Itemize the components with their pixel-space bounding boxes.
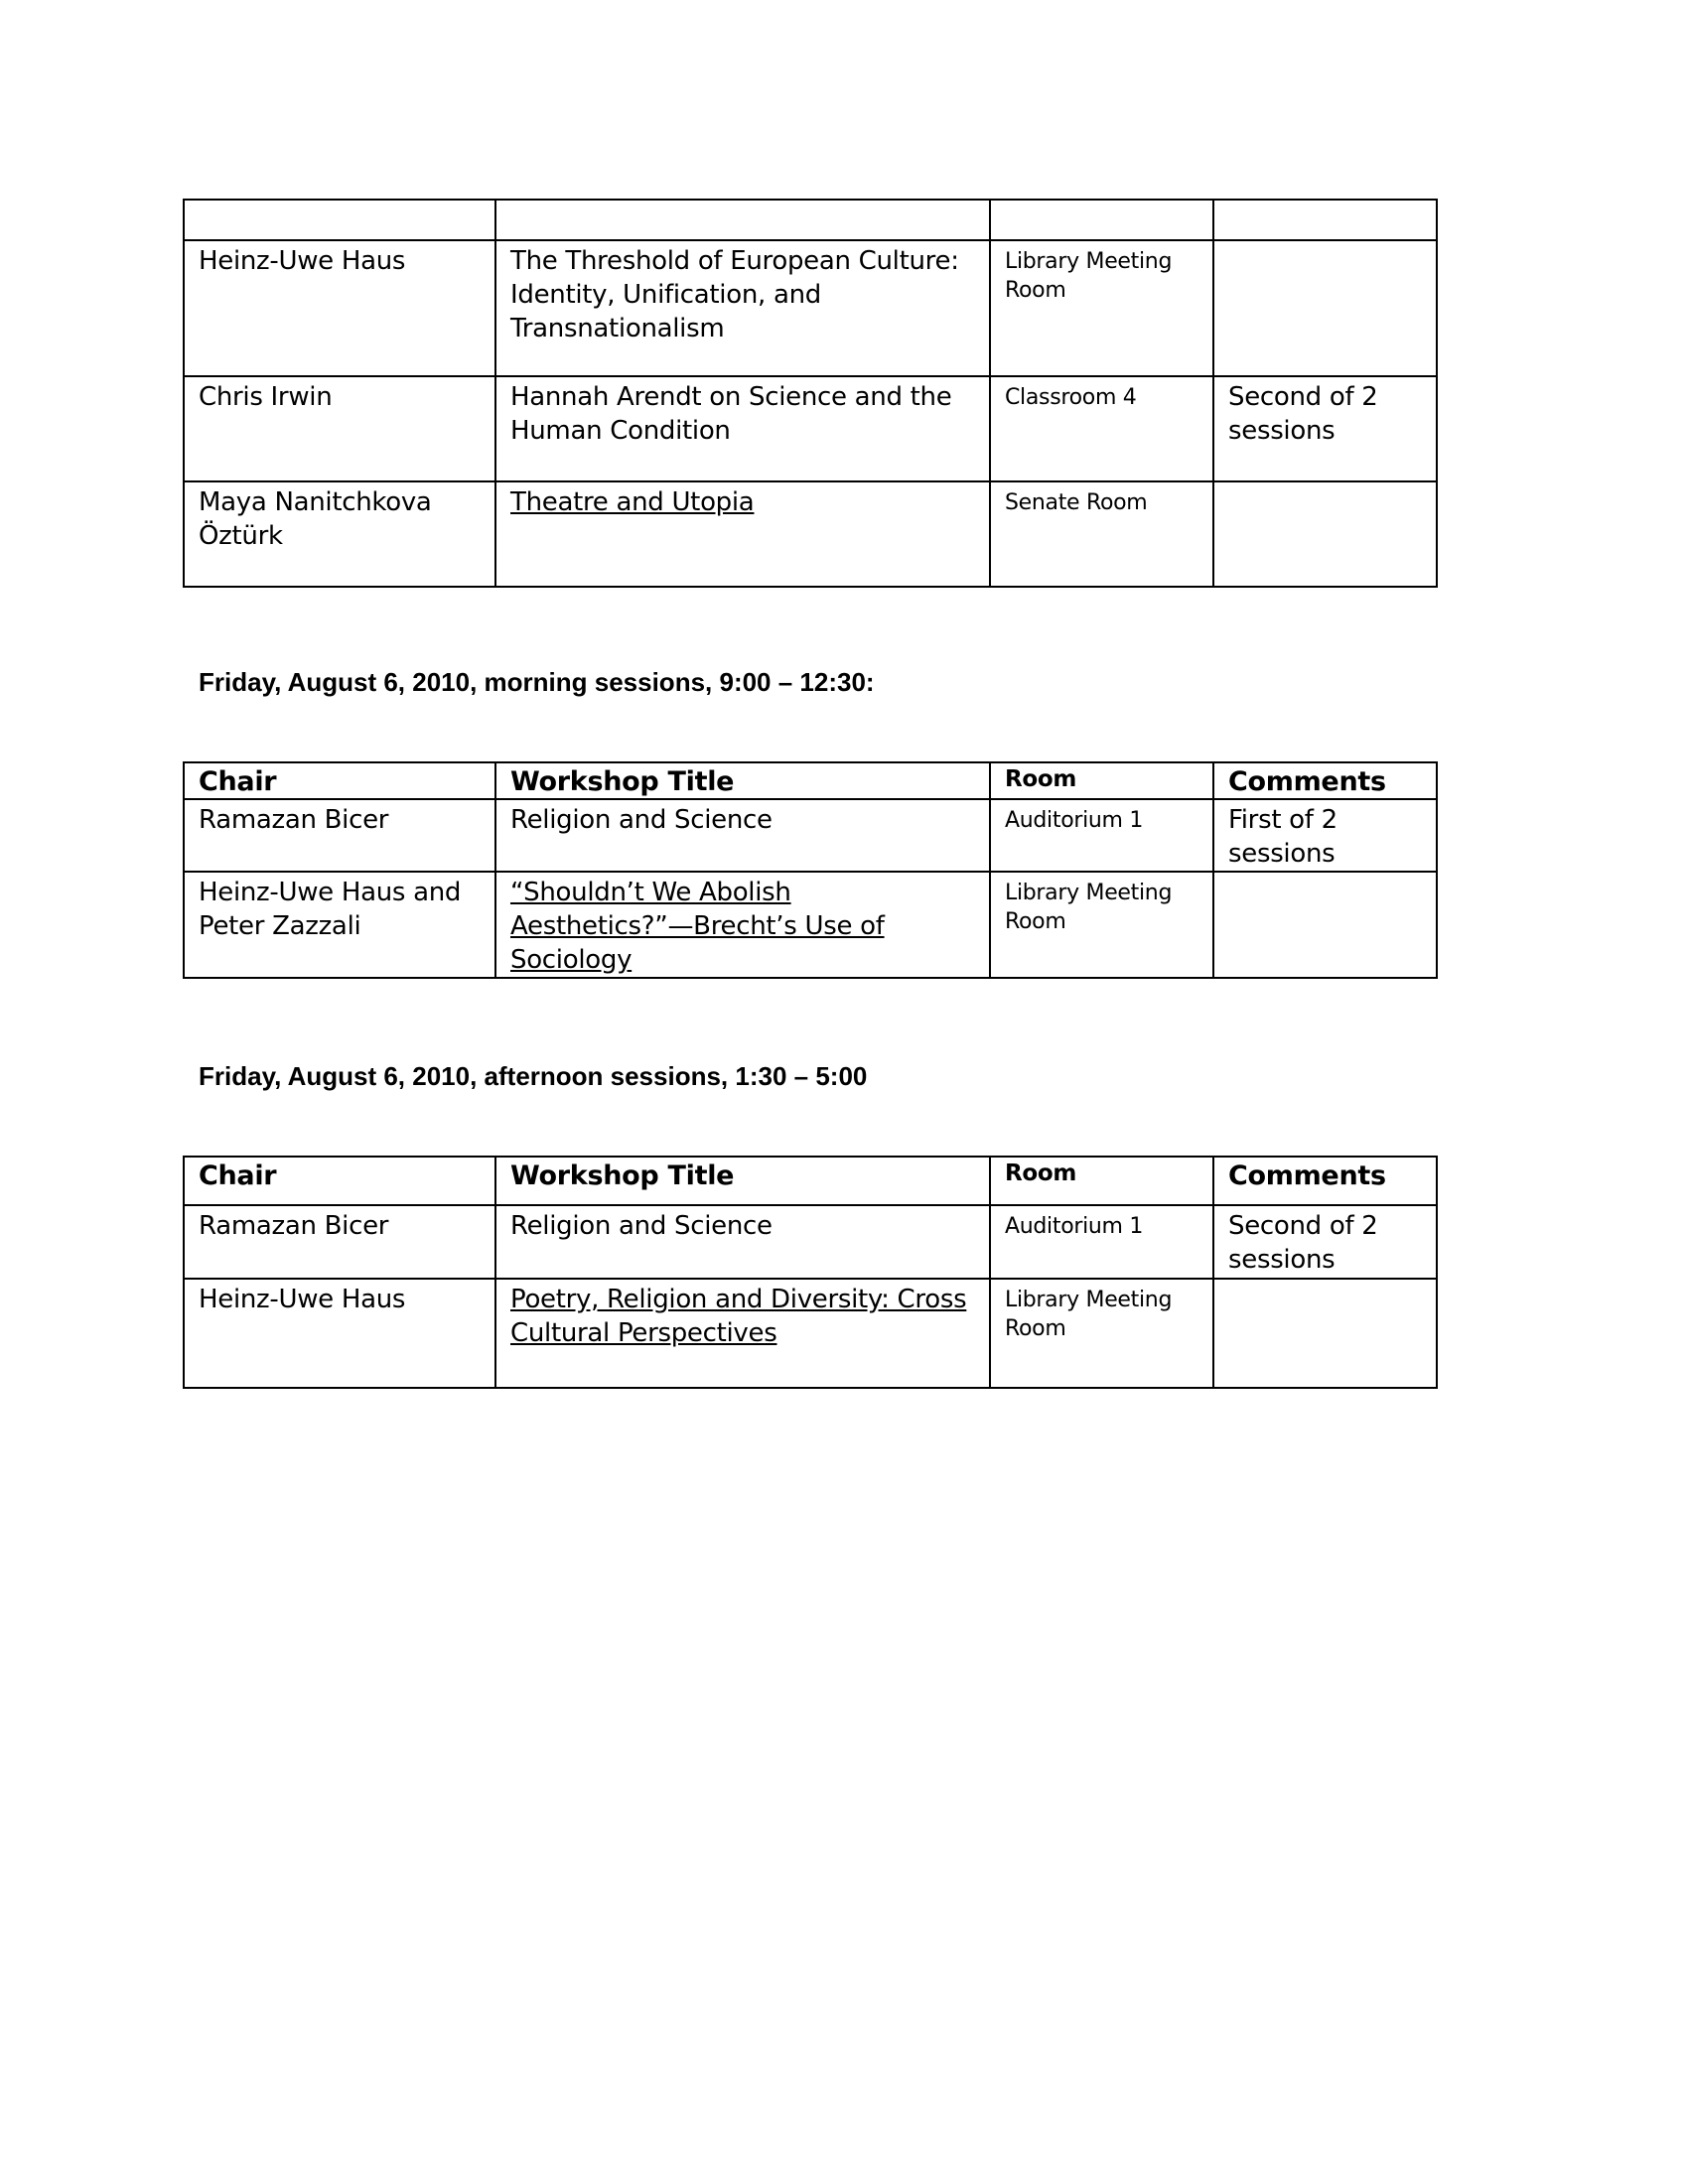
room-cell: Library Meeting Room [990, 1279, 1213, 1388]
morning-sessions-table [183, 761, 1438, 979]
chair-cell: Heinz-Uwe Haus [184, 1279, 495, 1388]
workshop-title-header: Workshop Title [495, 1157, 990, 1205]
workshop-title-cell: Hannah Arendt on Science and the Human Condition [495, 376, 990, 481]
empty-cell [1213, 200, 1437, 240]
comments-header: Comments [1213, 1157, 1437, 1205]
workshop-title-link[interactable]: “Shouldn’t We Abolish Aesthetics?”—Brecht’s Use of Sociology [510, 878, 885, 975]
chair-cell: Ramazan Bicer [184, 1205, 495, 1279]
room-cell: Auditorium 1 [990, 799, 1213, 872]
chair-cell: Heinz-Uwe Haus and Peter Zazzali [184, 872, 495, 978]
workshop-title-cell: Religion and Science [495, 799, 990, 872]
empty-cell [495, 200, 990, 240]
table-row [184, 1205, 1437, 1279]
chair-cell: Maya Nanitchkova Öztürk [184, 481, 495, 587]
workshop-title-header: Workshop Title [495, 762, 990, 799]
comments-cell [1213, 872, 1437, 978]
chair-header: Chair [184, 1157, 495, 1205]
room-cell: Senate Room [990, 481, 1213, 587]
empty-cell [990, 200, 1213, 240]
comments-cell [1213, 481, 1437, 587]
workshop-title-cell [495, 481, 990, 587]
comments-header: Comments [1213, 762, 1437, 799]
table-row [184, 1279, 1437, 1388]
workshop-title-cell [495, 1279, 990, 1388]
morning-sessions-heading: Friday, August 6, 2010, morning sessions, 9:00 – 12:30: [199, 667, 875, 697]
table-header-row [184, 1157, 1437, 1205]
table-row-empty [184, 200, 1437, 240]
comments-cell: First of 2 sessions [1213, 799, 1437, 872]
afternoon-sessions-heading: Friday, August 6, 2010, afternoon sessions, 1:30 – 5:00 [199, 1061, 868, 1091]
table-row [184, 872, 1437, 978]
comments-cell [1213, 240, 1437, 376]
empty-cell [184, 200, 495, 240]
room-cell: Auditorium 1 [990, 1205, 1213, 1279]
workshop-title-cell: Religion and Science [495, 1205, 990, 1279]
table-row [184, 240, 1437, 376]
room-cell: Library Meeting Room [990, 872, 1213, 978]
chair-cell: Heinz-Uwe Haus [184, 240, 495, 376]
table-header-row [184, 762, 1437, 799]
workshop-title-link[interactable]: Poetry, Religion and Diversity: Cross Cultural Perspectives [510, 1285, 967, 1348]
comments-cell: Second of 2 sessions [1213, 1205, 1437, 1279]
comments-cell [1213, 1279, 1437, 1388]
comments-cell: Second of 2 sessions [1213, 376, 1437, 481]
workshop-title-cell: The Threshold of European Culture: Identity, Unification, and Transnationalism [495, 240, 990, 376]
table-row [184, 376, 1437, 481]
workshop-title-link[interactable]: Theatre and Utopia [510, 487, 755, 517]
workshop-title-cell [495, 872, 990, 978]
room-header: Room [990, 762, 1213, 799]
table-row [184, 799, 1437, 872]
table-row [184, 481, 1437, 587]
chair-cell: Ramazan Bicer [184, 799, 495, 872]
room-cell: Library Meeting Room [990, 240, 1213, 376]
schedule-table-continued [183, 199, 1438, 588]
afternoon-sessions-table [183, 1156, 1438, 1389]
chair-header: Chair [184, 762, 495, 799]
room-header: Room [990, 1157, 1213, 1205]
room-cell: Classroom 4 [990, 376, 1213, 481]
chair-cell: Chris Irwin [184, 376, 495, 481]
